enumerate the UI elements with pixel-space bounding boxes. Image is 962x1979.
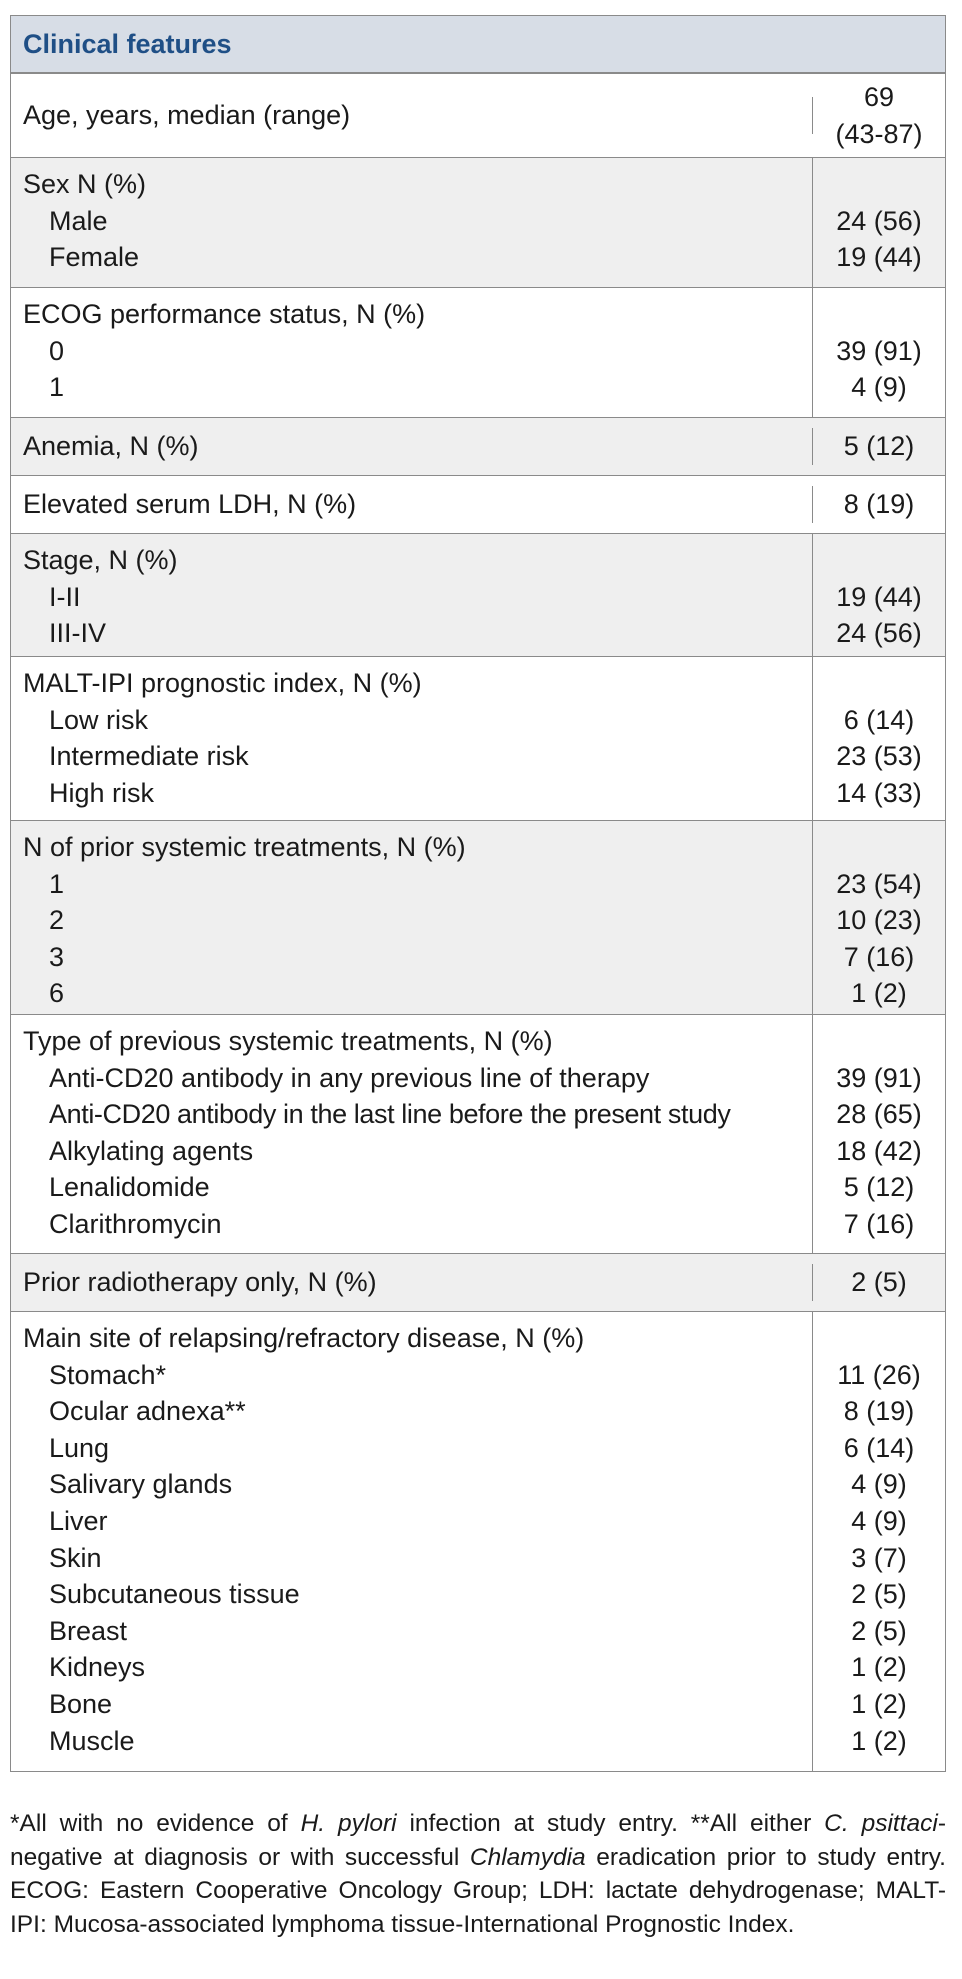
row-ldh: Elevated serum LDH, N (%) 8 (19) bbox=[11, 475, 945, 533]
sex-female-value: 19 (44) bbox=[836, 242, 922, 273]
table-footnote: *All with no evidence of H. pylori infection at study entry. **All either C. psittaci-negative at diagnosis or with successful Chlamydia eradication prior to study entry. ECOG: Eastern Cooperative Oncology Group; LDH: lactate dehydrogenase; MALT-IPI: Mucosa-associated lymphoma tissue-International Prognostic Index. bbox=[10, 1810, 946, 1938]
row-anemia: Anemia, N (%) 5 (12) bbox=[11, 417, 945, 475]
row-ecog-labels: ECOG performance status, N (%) 0 1 bbox=[11, 288, 813, 417]
row-sex bbox=[11, 157, 945, 287]
table-header-title: Clinical features bbox=[23, 28, 232, 59]
row-prior-number: N of prior systemic treatments, N (%) 1 2 3 6 23 (54) 10 (23) 7 (16) 1 (2) bbox=[11, 820, 945, 1014]
row-main-site: Main site of relapsing/refractory disease, N (%) Stomach* Ocular adnexa** Lung Salivary glands Liver Skin Subcutaneous tissue Breast Kidneys Bone Muscle 11 (26) 8 (19) 6 (14) 4 (9) 4 (9) 3 (7) 2 (5) 2 (5) 1 (2) 1 (2) 1 (2) bbox=[11, 1311, 945, 1771]
row-sex-labels: Sex N (%) Male Female bbox=[11, 158, 813, 287]
row-stage: Stage, N (%) I-II III-IV 19 (44) 24 (56) bbox=[11, 533, 945, 656]
row-radiotherapy: Prior radiotherapy only, N (%) 2 (5) bbox=[11, 1253, 945, 1311]
table-header bbox=[11, 16, 945, 73]
row-age-value: 69 (43-87) bbox=[835, 81, 923, 149]
row-age-label: Age, years, median (range) bbox=[11, 97, 813, 134]
sex-male-label: Male bbox=[49, 205, 108, 236]
sex-female-label: Female bbox=[49, 242, 140, 273]
row-ecog-values: 39 (91) 4 (9) bbox=[836, 335, 922, 403]
row-prior-type: Type of previous systemic treatments, N (%) Anti-CD20 antibody in any previous line of therapy Anti-CD20 antibody in the last line before the present study Alkylating agents Lenalidomide Clarithromycin 39 (91) 28 (65) 18 (42) 5 (12) 7 (16) bbox=[11, 1014, 945, 1253]
clinical-features-table bbox=[10, 15, 946, 1772]
row-age bbox=[11, 73, 945, 157]
row-malt-ipi: MALT-IPI prognostic index, N (%) Low risk Intermediate risk High risk 6 (14) 23 (53) 14 (33) bbox=[11, 656, 945, 820]
sex-male-value: 24 (56) bbox=[836, 205, 922, 236]
row-sex-values bbox=[813, 158, 945, 287]
row-ecog bbox=[11, 287, 945, 417]
